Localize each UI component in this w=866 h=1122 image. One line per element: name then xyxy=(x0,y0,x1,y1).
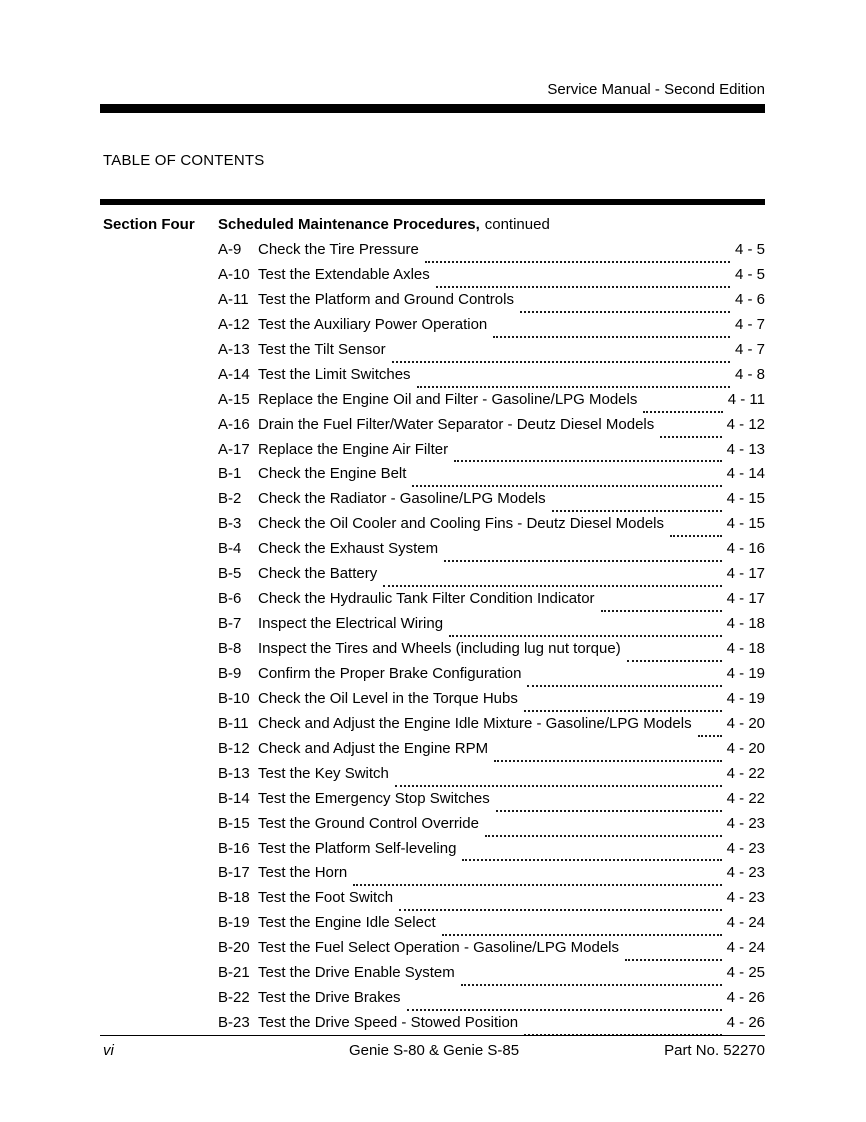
toc-entry-row xyxy=(218,465,765,490)
toc-entry-number: B-7 xyxy=(218,615,242,633)
toc-entry-title: Test the Tilt Sensor xyxy=(258,340,386,358)
toc-entry-title: Check the Hydraulic Tank Filter Condition Indicator xyxy=(258,590,595,608)
toc-entry-number: B-6 xyxy=(218,590,242,608)
toc-entry-number: B-16 xyxy=(218,839,250,857)
toc-entry-row xyxy=(218,590,765,615)
toc-entry-row xyxy=(218,416,765,441)
toc-entry-row xyxy=(218,715,765,740)
toc-entry-title: Check the Engine Belt xyxy=(258,465,407,483)
toc-entry-page: 4 - 18 xyxy=(726,640,765,657)
toc-entry-page: 4 - 11 xyxy=(727,390,765,408)
toc-entry-title: Inspect the Electrical Wiring xyxy=(258,615,444,633)
toc-entry-page: 4 - 6 xyxy=(734,290,765,308)
toc-entry-row xyxy=(218,914,765,939)
toc-entry-page: 4 - 19 xyxy=(726,689,765,707)
toc-entry-number: A-14 xyxy=(218,365,250,383)
toc-entry-number: B-2 xyxy=(218,490,242,508)
dot-leader xyxy=(520,311,730,313)
toc-entry-page: 4 - 16 xyxy=(726,540,765,558)
dot-leader xyxy=(524,710,722,712)
toc-entry-title: Test the Key Switch xyxy=(258,764,389,782)
toc-entry-row xyxy=(218,765,765,790)
toc-entry-number: A-9 xyxy=(218,241,242,258)
toc-entry-row xyxy=(218,490,765,515)
toc-entry-row xyxy=(218,391,765,416)
toc-entry-number: B-12 xyxy=(218,739,250,757)
dot-leader xyxy=(442,934,722,936)
dot-leader xyxy=(436,286,730,288)
toc-heading: TABLE OF CONTENTS xyxy=(103,152,265,169)
toc-entry-number: B-21 xyxy=(218,964,250,982)
toc-entry-page: 4 - 13 xyxy=(726,440,765,458)
toc-entry-page: 4 - 22 xyxy=(726,764,765,782)
toc-entry-page: 4 - 19 xyxy=(726,664,765,682)
toc-entry-title: Test the Drive Enable System xyxy=(258,964,455,982)
toc-entry-title: Test the Limit Switches xyxy=(258,365,411,383)
toc-entry-row xyxy=(218,964,765,989)
dot-leader xyxy=(383,585,721,587)
toc-entry-number: B-4 xyxy=(218,540,242,558)
section-divider-rule xyxy=(100,199,765,205)
toc-entry-number: B-10 xyxy=(218,689,250,707)
toc-entry-number: B-1 xyxy=(218,465,242,483)
toc-entries xyxy=(218,241,765,1039)
toc-entry-number: B-14 xyxy=(218,789,250,807)
toc-entry-row xyxy=(218,690,765,715)
toc-entry-row xyxy=(218,665,765,690)
toc-entry-page: 4 - 12 xyxy=(726,415,765,433)
dot-leader xyxy=(399,909,722,911)
dot-leader xyxy=(425,261,730,263)
toc-entry-number: B-13 xyxy=(218,764,250,782)
toc-entry-title: Check the Oil Level in the Torque Hubs xyxy=(258,689,518,707)
dot-leader xyxy=(485,835,722,837)
toc-entry-page: 4 - 24 xyxy=(726,939,765,957)
toc-entry-row xyxy=(218,815,765,840)
dot-leader xyxy=(449,635,722,637)
dot-leader xyxy=(670,535,722,537)
toc-entry-page: 4 - 8 xyxy=(734,365,765,383)
toc-content xyxy=(100,216,765,1039)
toc-entry-row xyxy=(218,441,765,466)
toc-entry-title: Test the Fuel Select Operation - Gasoline/LPG Models xyxy=(258,939,620,957)
dot-leader xyxy=(407,1009,722,1011)
toc-entry-title: Drain the Fuel Filter/Water Separator - Deutz Diesel Models xyxy=(258,415,655,433)
dot-leader xyxy=(353,884,721,886)
toc-entry-page: 4 - 7 xyxy=(734,315,765,333)
footer-model-name: Genie S-80 & Genie S-85 xyxy=(348,1042,520,1059)
toc-entry-title: Check the Exhaust System xyxy=(258,540,439,558)
toc-entry-title: Check the Oil Cooler and Cooling Fins - Deutz Diesel Models xyxy=(258,515,665,533)
toc-entry-number: A-17 xyxy=(218,440,250,458)
toc-entry-title: Test the Auxiliary Power Operation xyxy=(258,315,488,333)
toc-entry-title: Check and Adjust the Engine Idle Mixture - Gasoline/LPG Models xyxy=(258,714,692,732)
toc-entry-row xyxy=(218,540,765,565)
toc-entry-number: A-15 xyxy=(218,390,250,408)
toc-entry-number: A-11 xyxy=(218,290,249,308)
dot-leader xyxy=(494,760,722,762)
toc-entry-number: B-20 xyxy=(218,939,250,957)
toc-entry-title: Test the Horn xyxy=(258,864,348,882)
dot-leader xyxy=(496,810,722,812)
toc-entry-number: A-12 xyxy=(218,315,250,333)
toc-entry-row xyxy=(218,864,765,889)
toc-entry-title: Check the Tire Pressure xyxy=(258,241,419,258)
toc-entry-title: Test the Platform and Ground Controls xyxy=(258,290,514,308)
toc-entry-row xyxy=(218,889,765,914)
dot-leader xyxy=(444,560,722,562)
toc-entry-title: Test the Foot Switch xyxy=(258,889,394,907)
section-title-continued: continued xyxy=(484,216,550,233)
toc-entry-row xyxy=(218,316,765,341)
toc-entry-number: B-18 xyxy=(218,889,250,907)
toc-entry-title: Test the Engine Idle Select xyxy=(258,914,436,932)
footer-rule xyxy=(100,1035,765,1036)
toc-entry-page: 4 - 22 xyxy=(726,789,765,807)
toc-entry-title: Check the Radiator - Gasoline/LPG Models xyxy=(258,490,546,508)
toc-entry-row xyxy=(218,790,765,815)
dot-leader xyxy=(527,685,721,687)
section-header-row xyxy=(100,216,765,241)
toc-entry-page: 4 - 23 xyxy=(726,864,765,882)
toc-entry-number: B-22 xyxy=(218,989,250,1007)
toc-entry-page: 4 - 20 xyxy=(726,714,765,732)
toc-entry-page: 4 - 24 xyxy=(726,914,765,932)
toc-entry-title: Test the Emergency Stop Switches xyxy=(258,789,490,807)
toc-entry-page: 4 - 20 xyxy=(726,739,765,757)
toc-entry-page: 4 - 5 xyxy=(734,265,765,283)
dot-leader xyxy=(660,436,721,438)
toc-entry-row xyxy=(218,640,765,665)
toc-entry-number: B-11 xyxy=(218,714,249,732)
toc-entry-title: Test the Platform Self-leveling xyxy=(258,839,457,857)
toc-entry-number: B-3 xyxy=(218,515,242,533)
toc-entry-page: 4 - 23 xyxy=(726,839,765,857)
section-title: Scheduled Maintenance Procedures, xyxy=(218,216,480,233)
dot-leader xyxy=(454,460,722,462)
toc-entry-row xyxy=(218,341,765,366)
toc-entry-row xyxy=(218,366,765,391)
toc-entry-page: 4 - 17 xyxy=(726,565,765,583)
toc-entry-page: 4 - 7 xyxy=(734,340,765,358)
toc-entry-title: Test the Drive Brakes xyxy=(258,989,401,1007)
toc-entry-page: 4 - 25 xyxy=(726,964,765,982)
toc-entry-number: B-15 xyxy=(218,814,250,832)
toc-entry-row xyxy=(218,989,765,1014)
toc-entry-row xyxy=(218,740,765,765)
toc-entry-page: 4 - 23 xyxy=(726,814,765,832)
toc-entry-page: 4 - 18 xyxy=(726,615,765,633)
toc-entry-row xyxy=(218,515,765,540)
dot-leader xyxy=(552,510,722,512)
toc-entry-row xyxy=(218,291,765,316)
document-page xyxy=(100,0,765,1122)
toc-entry-title: Test the Drive Speed - Stowed Position xyxy=(258,1014,519,1032)
toc-entry-title: Replace the Engine Oil and Filter - Gasoline/LPG Models xyxy=(258,390,638,408)
toc-entry-title: Confirm the Proper Brake Configuration xyxy=(258,664,522,682)
toc-entry-page: 4 - 15 xyxy=(726,490,765,508)
toc-entry-page: 4 - 26 xyxy=(726,1014,765,1032)
dot-leader xyxy=(493,336,730,338)
toc-entry-title: Test the Ground Control Override xyxy=(258,814,479,832)
toc-entry-title: Check and Adjust the Engine RPM xyxy=(258,739,489,757)
toc-entry-page: 4 - 5 xyxy=(734,241,765,258)
toc-entry-number: A-10 xyxy=(218,265,250,283)
dot-leader xyxy=(601,610,722,612)
toc-entry-title: Check the Battery xyxy=(258,565,378,583)
toc-entry-number: B-17 xyxy=(218,864,250,882)
footer-part-number: Part No. 52270 xyxy=(664,1042,765,1059)
toc-entry-page: 4 - 14 xyxy=(726,465,765,483)
toc-entry-number: B-9 xyxy=(218,664,242,682)
dot-leader xyxy=(395,785,722,787)
dot-leader xyxy=(417,386,730,388)
toc-entry-number: B-5 xyxy=(218,565,242,583)
footer-page-number: vi xyxy=(103,1042,114,1059)
toc-entry-title: Test the Extendable Axles xyxy=(258,265,430,283)
toc-entry-page: 4 - 17 xyxy=(726,590,765,608)
toc-entry-number: A-16 xyxy=(218,415,250,433)
toc-entry-number: B-23 xyxy=(218,1014,250,1032)
toc-entry-title: Inspect the Tires and Wheels (including lug nut torque) xyxy=(258,640,621,657)
toc-entry-page: 4 - 26 xyxy=(726,989,765,1007)
dot-leader xyxy=(412,485,721,487)
toc-entry-page: 4 - 23 xyxy=(726,889,765,907)
toc-entry-row xyxy=(218,266,765,291)
toc-entry-title: Replace the Engine Air Filter xyxy=(258,440,449,458)
dot-leader xyxy=(461,984,722,986)
header-rule xyxy=(100,104,765,113)
toc-entry-number: A-13 xyxy=(218,340,250,358)
toc-entry-row xyxy=(218,241,765,266)
toc-entry-row xyxy=(218,840,765,865)
toc-entry-number: B-8 xyxy=(218,640,242,657)
dot-leader xyxy=(625,959,722,961)
dot-leader xyxy=(698,735,722,737)
toc-entry-row xyxy=(218,615,765,640)
toc-entry-page: 4 - 15 xyxy=(726,515,765,533)
toc-entry-number: B-19 xyxy=(218,914,250,932)
edition-title: Service Manual - Second Edition xyxy=(547,81,765,98)
toc-entry-row xyxy=(218,565,765,590)
page-footer xyxy=(100,1042,765,1059)
dot-leader xyxy=(627,660,722,662)
section-label: Section Four xyxy=(103,216,195,233)
dot-leader xyxy=(643,411,722,413)
dot-leader xyxy=(462,859,721,861)
toc-entry-row xyxy=(218,939,765,964)
dot-leader xyxy=(392,361,730,363)
